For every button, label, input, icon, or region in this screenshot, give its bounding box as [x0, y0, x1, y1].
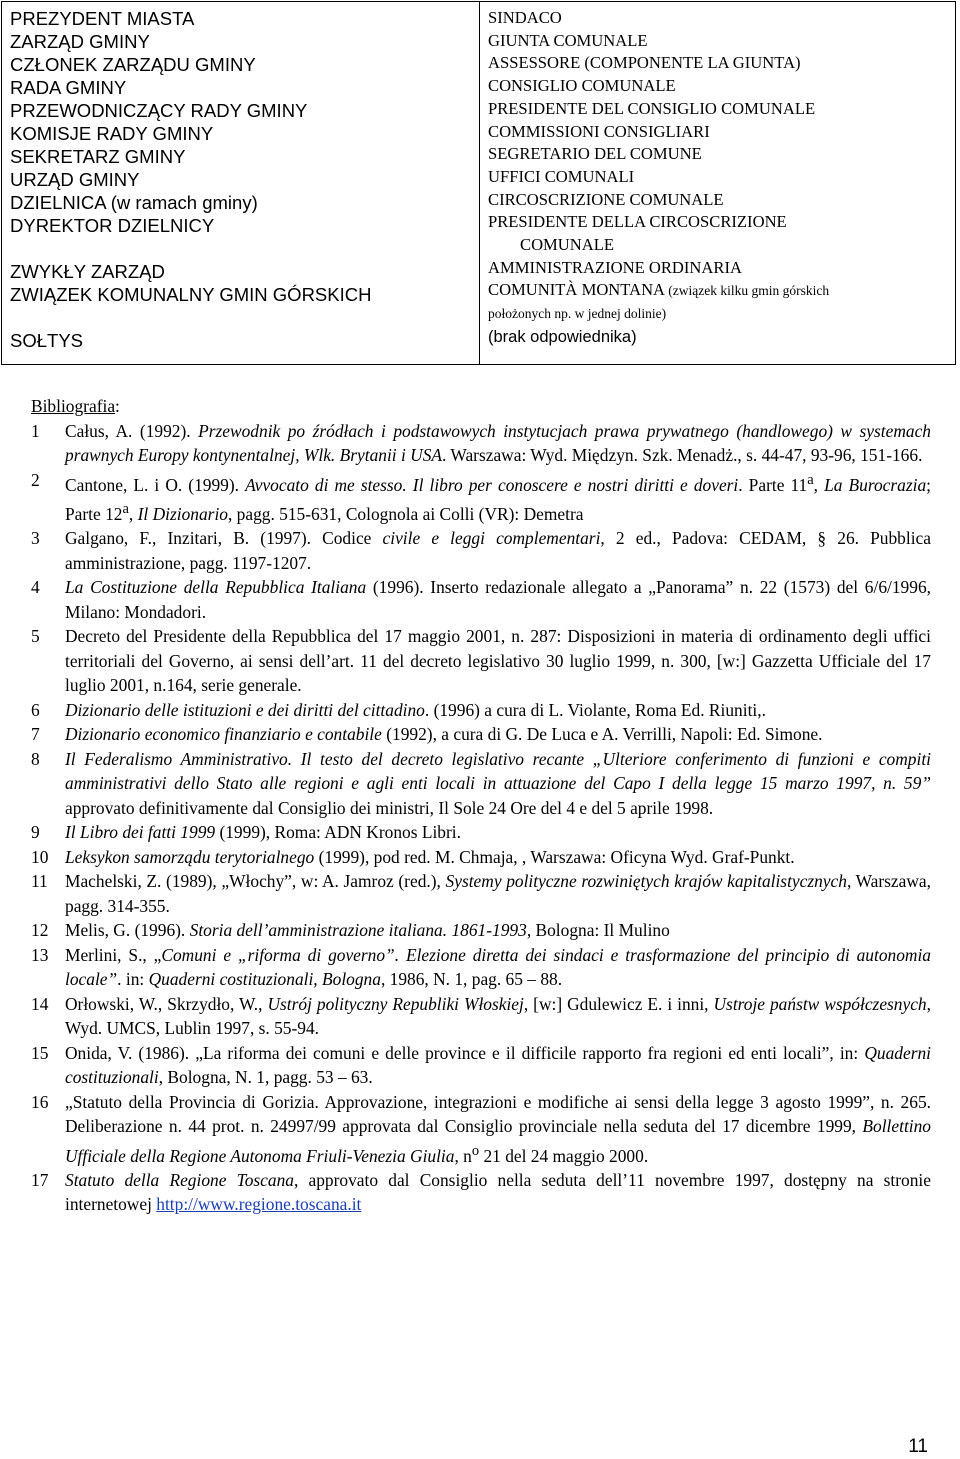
entry-number: 3: [31, 528, 40, 549]
entry-number: 5: [31, 626, 40, 647]
it-term-6: COMMISSIONI CONSIGLIARI: [488, 121, 710, 141]
entry-part: (1999), Roma: ADN Kronos Libri.: [215, 822, 461, 843]
bibliography-entry: [31, 1168, 931, 1217]
it-term-5: PRESIDENTE DEL CONSIGLIO COMUNALE: [488, 98, 816, 118]
pl-term: SOŁTYS: [10, 330, 83, 351]
entry-text: [65, 1090, 931, 1168]
entry-text: [65, 845, 931, 870]
entry-text: [65, 468, 931, 527]
bibliography-entry: [31, 992, 931, 1041]
entry-italic-part: La Burocrazia: [824, 474, 927, 495]
entry-part: . Parte 11: [738, 474, 808, 495]
entry-part: , Bologna: Il Mulino: [526, 920, 670, 941]
entry-number: 1: [31, 420, 40, 441]
polish-terms-column: [2, 2, 480, 364]
entry-text: [65, 1041, 931, 1090]
pl-term: CZŁONEK ZARZĄDU GMINY: [10, 54, 256, 75]
pl-term: SEKRETARZ GMINY: [10, 146, 186, 167]
entry-italic-part: Ustroje państw współczesnych: [713, 993, 927, 1014]
entry-italic-part: Quaderni costituzionali: [65, 1042, 931, 1088]
bibliography-heading: Bibliografia: [31, 396, 116, 416]
entry-italic-part: civile e leggi complementari: [382, 528, 601, 549]
entry-part: , [w:] Gdulewicz E. i inni,: [523, 993, 714, 1014]
pl-term: PREZYDENT MIASTA: [10, 8, 195, 29]
entry-number: 7: [31, 724, 40, 745]
bibliography-entry: [31, 698, 931, 723]
entry-italic-part: Il Libro dei fatti 1999: [65, 822, 216, 843]
entry-italic-part: Quaderni costituzionali, Bologna: [148, 969, 381, 990]
entry-number: 13: [31, 944, 49, 965]
entry-part: Decreto del Presidente della Repubblica del 17 maggio 2001, n. 287: Disposizioni in materia di ordinamento degli uffici territoriali del Governo, ai sensi dell’art. 11 del decreto legislativo 30 luglio 1999, n. 300, [w:] Gazzetta Ufficiale del 17 luglio 2001, n.164, serie generale.: [65, 626, 931, 696]
entry-number: 12: [31, 920, 49, 941]
bibliography-entry: [31, 575, 931, 624]
it-term-12-note-cont: położonych np. w jednej dolinie): [488, 306, 667, 322]
bibliography-entry: [31, 526, 931, 575]
superscript: a: [807, 471, 814, 488]
entry-part: 21 del 24 maggio 2000.: [479, 1145, 649, 1166]
bibliography-entry: [31, 419, 931, 468]
entry-part: approvato definitivamente dal Consiglio dei ministri, Il Sole 24 Ore del 4 e del 5 aprile 1998.: [65, 797, 714, 818]
entry-italic-part: Storia dell’amministrazione italiana. 1861-1993: [189, 920, 527, 941]
entry-number: 14: [31, 993, 49, 1014]
it-term-9: CIRCOSCRIZIONE COMUNALE: [488, 189, 724, 209]
it-term-10: PRESIDENTE DELLA CIRCOSCRIZIONE: [488, 212, 787, 232]
it-term-11: AMMINISTRAZIONE ORDINARIA: [488, 257, 742, 277]
entry-text: [65, 722, 931, 747]
entry-italic-part: Dizionario delle istituzioni e dei diritti del cittadino: [65, 699, 425, 720]
glossary-table: [1, 1, 956, 365]
pl-term: PRZEWODNICZĄCY RADY GMINY: [10, 100, 308, 121]
entry-part: . (1996) a cura di L. Violante, Roma Ed. Riuniti,.: [424, 699, 766, 720]
entry-text: [65, 419, 931, 468]
page-number: 11: [908, 1436, 928, 1457]
entry-part: , approvato dal Consiglio nella seduta dell’11 novembre 1997, dostępny na stronie internetowej: [65, 1169, 931, 1215]
entry-number: 9: [31, 822, 40, 843]
entry-italic-part: La Costituzione della Repubblica Italiana: [65, 577, 367, 598]
entry-text: [65, 575, 931, 624]
entry-part: , Wyd. UMCS, Lublin 1997, s. 55-94.: [65, 993, 931, 1039]
entry-italic-part: Il Federalismo Amministrativo. Il testo del decreto legislativo recante „Ulteriore conferimento di funzioni e compiti amministrativi dello Stato alle regioni e agli enti locali in attuazione del Capo I della legge 15 marzo 1997, n. 59”: [65, 748, 931, 794]
entry-text: [65, 918, 931, 943]
bibliography-entry: [31, 722, 931, 747]
it-term-12-main: COMUNITÀ MONTANA: [488, 280, 665, 300]
pl-gap: [10, 237, 479, 260]
bibliography: [31, 394, 931, 1217]
entry-part: Machelski, Z. (1989), „Włochy”, w: A. Jamroz (red.),: [65, 871, 446, 892]
it-term-12: [488, 279, 955, 303]
entry-text: [65, 1168, 931, 1217]
entry-italic-part: Ustrój polityczny Republiki Włoskiej: [267, 993, 524, 1014]
bibliography-entry: [31, 468, 931, 527]
entry-part: Merlini, S., „: [65, 944, 162, 965]
bibliography-entry: [31, 1041, 931, 1090]
it-term-1: SINDACO: [488, 8, 562, 27]
entry-text: [65, 698, 931, 723]
entry-text: [65, 526, 931, 575]
entry-italic-part: Bollettino Ufficiale della Regione Autonoma Friuli-Venezia Giulia: [65, 1116, 931, 1166]
bibliography-entry: [31, 845, 931, 870]
website-link[interactable]: http://www.regione.toscana.it: [156, 1194, 362, 1215]
bibliography-entry: [31, 918, 931, 943]
entry-number: 17: [31, 1169, 49, 1190]
entry-part: (1996). Inserto redazionale allegato a „Panorama” n. 22 (1573) del 6/6/1996, Milano: Mondadori.: [65, 577, 931, 622]
entry-number: 11: [31, 871, 48, 892]
entry-part: Melis, G. (1996).: [65, 920, 190, 941]
bibliography-entry: [31, 747, 931, 821]
entry-part: , 2 ed., Padova: CEDAM, § 26. Pubblica amministrazione, pagg. 1197-1207.: [65, 528, 931, 573]
entry-part: Całus, A. (1992).: [65, 420, 199, 441]
entry-part: ,: [128, 503, 138, 524]
entry-italic-part: Comuni e „riforma di governo”. Elezione diretta dei sindaci e trasformazione del principio di autonomia locale”: [65, 944, 931, 990]
entry-part: (1992), a cura di G. De Luca e A. Verrilli, Napoli: Ed. Simone.: [381, 724, 823, 745]
entry-number: 2: [31, 469, 40, 490]
entry-text: [65, 624, 931, 698]
entry-text: [65, 820, 931, 845]
entry-part: , 1986, N. 1, pag. 65 – 88.: [380, 969, 563, 990]
it-term-12-note: (związek kilku gmin górskich: [668, 283, 830, 299]
pl-term: RADA GMINY: [10, 77, 127, 98]
bibliography-heading-row: [31, 394, 931, 419]
bibliography-heading-colon: :: [115, 396, 120, 416]
it-no-equivalent: (brak odpowiednika): [488, 327, 637, 346]
bibliography-entry: [31, 820, 931, 845]
it-term-2: GIUNTA COMUNALE: [488, 30, 648, 50]
it-term-8: UFFICI COMUNALI: [488, 166, 635, 186]
italian-terms-column: [480, 2, 955, 364]
entry-part: ,: [813, 474, 825, 495]
pl-term: DZIELNICA (w ramach gminy): [10, 192, 258, 213]
entry-part: „Statuto della Provincia di Gorizia. Approvazione, integrazioni e modifiche ai sensi della legge 3 agosto 1999”, n. 265. Deliberazione n. 44 prot. n. 24997/99 approvata dal Consiglio provinciale nella seduta del 17 dicembre 1999,: [65, 1091, 931, 1137]
entry-italic-part: Dizionario economico finanziario e contabile: [65, 724, 382, 745]
entry-part: Onida, V. (1986). „La riforma dei comuni e delle province e il difficile rapporto fra regioni ed enti locali”, in:: [65, 1042, 865, 1063]
pl-gap: [10, 306, 479, 329]
pl-term: ZARZĄD GMINY: [10, 31, 150, 52]
entry-part: ; Parte 12: [65, 474, 931, 524]
entry-italic-part: Il Dizionario: [137, 503, 228, 524]
entry-part: (1999), pod red. M. Chmaja, , Warszawa: Oficyna Wyd. Graf-Punkt.: [314, 846, 795, 867]
entry-number: 10: [31, 846, 49, 867]
entry-part: Galgano, F., Inzitari, B. (1997). Codice: [65, 528, 383, 549]
bibliography-list: [31, 419, 931, 1217]
bibliography-entry: [31, 943, 931, 992]
entry-part: Orłowski, W., Skrzydło, W.,: [65, 993, 268, 1014]
it-term-4: CONSIGLIO COMUNALE: [488, 76, 676, 96]
entry-number: 4: [31, 577, 40, 598]
entry-italic-part: Statuto della Regione Toscana: [65, 1169, 294, 1190]
entry-part: . in:: [117, 969, 149, 990]
pl-term: ZWYKŁY ZARZĄD: [10, 261, 165, 282]
entry-part: , n: [454, 1145, 472, 1166]
entry-part: Cantone, L. i O. (1999).: [65, 474, 246, 495]
entry-italic-part: Przewodnik po źródłach i podstawowych instytucjach prawa prywatnego (handlowego) w systemach prawnych Europy kontynentalnej, Wlk. Brytanii i USA: [65, 420, 931, 465]
it-term-3: ASSESSORE (COMPONENTE LA GIUNTA): [488, 53, 801, 73]
bibliography-entry: [31, 624, 931, 698]
entry-number: 8: [31, 748, 40, 769]
entry-number: 15: [31, 1042, 49, 1063]
pl-term: DYREKTOR DZIELNICY: [10, 215, 215, 236]
pl-term: URZĄD GMINY: [10, 169, 140, 190]
entry-italic-part: Systemy polityczne rozwiniętych krajów kapitalistycznych: [445, 871, 847, 892]
entry-text: [65, 992, 931, 1041]
entry-italic-part: Avvocato di me stesso. Il libro per conoscere e nostri diritti e doveri: [245, 474, 739, 495]
bibliography-entry: [31, 869, 931, 918]
bibliography-entry: [31, 1090, 931, 1168]
pl-term: KOMISJE RADY GMINY: [10, 123, 214, 144]
entry-part: . Warszawa: Wyd. Międzyn. Szk. Menadż., s. 44-47, 93-96, 151-166.: [442, 445, 923, 465]
entry-part: , Warszawa, pagg. 314-355.: [65, 871, 931, 916]
entry-number: 16: [31, 1091, 49, 1112]
it-term-10-continued: COMUNALE: [520, 235, 615, 255]
it-term-7: SEGRETARIO DEL COMUNE: [488, 144, 702, 164]
superscript: a: [122, 500, 129, 517]
entry-text: [65, 747, 931, 821]
superscript: o: [471, 1142, 480, 1159]
pl-term: ZWIĄZEK KOMUNALNY GMIN GÓRSKICH: [10, 284, 372, 305]
entry-number: 6: [31, 699, 40, 720]
entry-italic-part: Leksykon samorządu terytorialnego: [65, 846, 315, 867]
entry-text: [65, 869, 931, 918]
entry-part: , Bologna, N. 1, pagg. 53 – 63.: [158, 1067, 373, 1088]
entry-part: , pagg. 515-631, Colognola ai Colli (VR): Demetra: [227, 503, 584, 524]
entry-text: [65, 943, 931, 992]
